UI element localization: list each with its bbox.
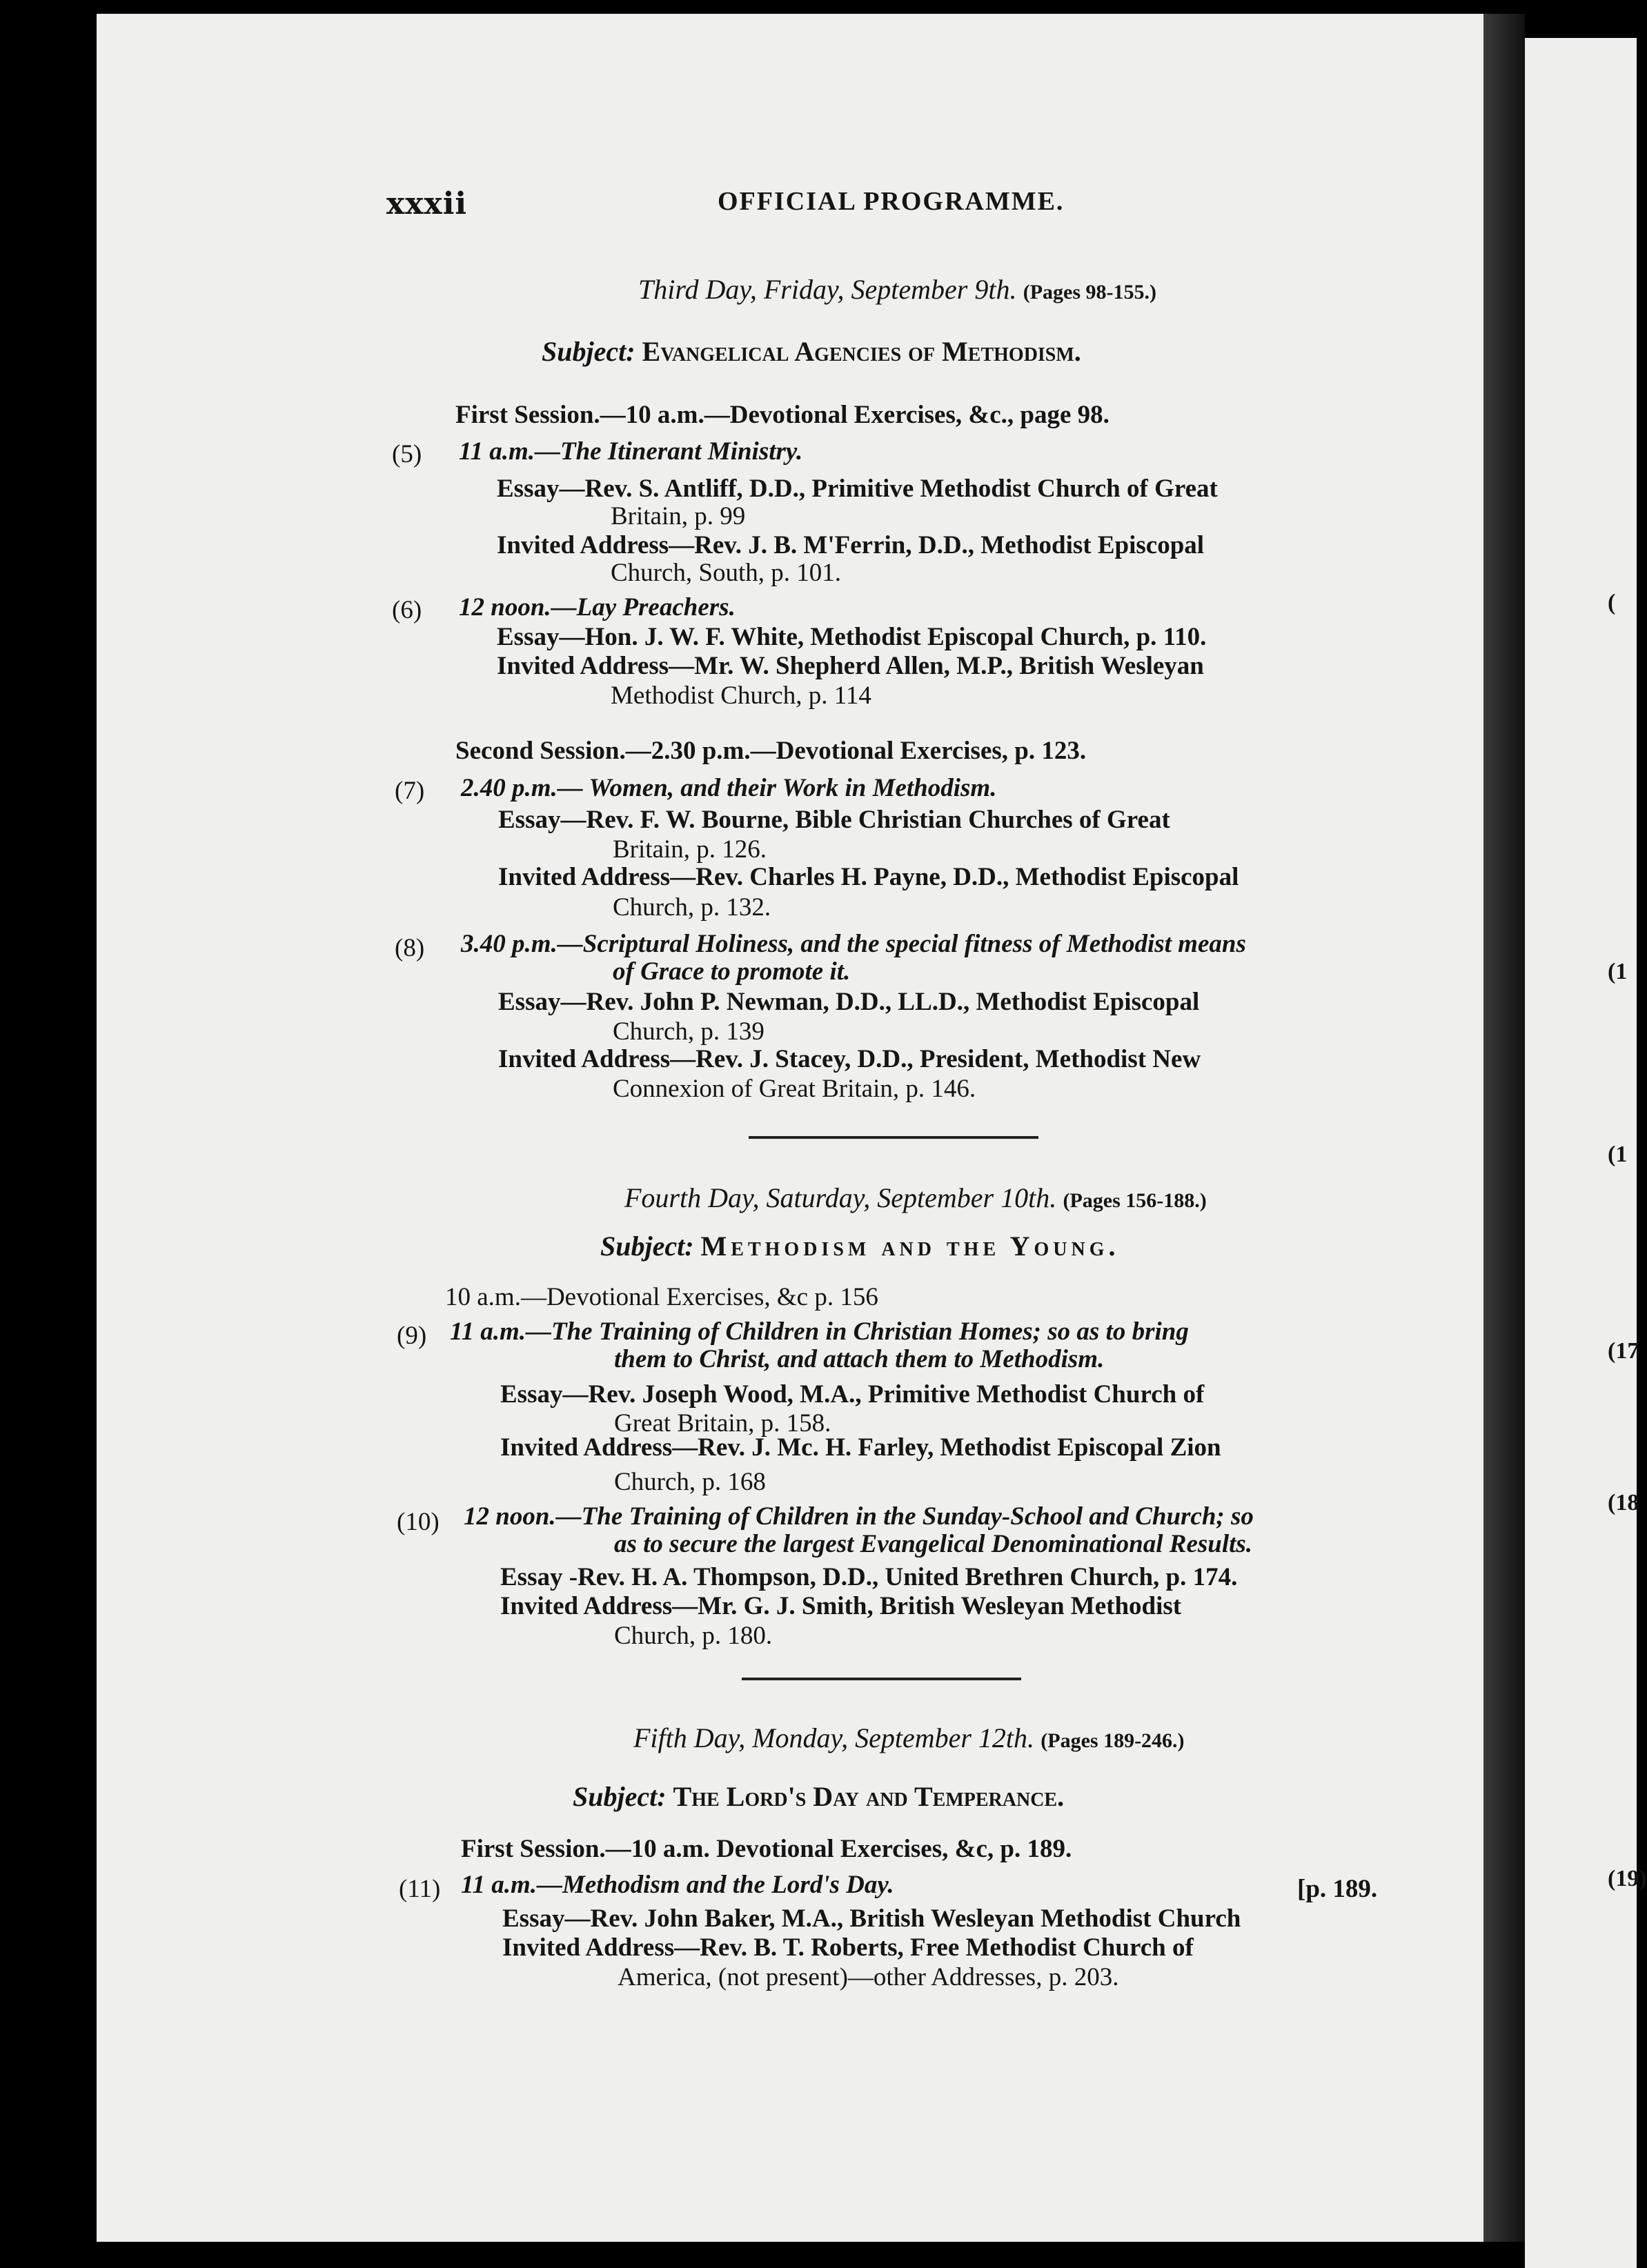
essay-line: Britain, p. 126.	[613, 835, 767, 864]
facing-fragment: (1	[1608, 959, 1628, 984]
item-title: 11 a.m.—Methodism and the Lord's Day.	[461, 1871, 894, 1899]
item-number: (6)	[392, 596, 422, 624]
address-line: Methodist Church, p. 114	[611, 682, 871, 710]
item-title: 2.40 p.m.— Women, and their Work in Methodism.	[461, 774, 997, 802]
address-line: Invited Address—Rev. J. B. M'Ferrin, D.D., Methodist Episcopal	[497, 531, 1205, 559]
address-line: Church, p. 168	[614, 1468, 766, 1496]
item-title: them to Christ, and attach them to Methodism.	[614, 1345, 1105, 1373]
facing-fragment: (	[1608, 590, 1616, 615]
address-line: Invited Address—Rev. Charles H. Payne, D.D., Methodist Episcopal	[498, 863, 1239, 891]
day-heading: Fifth Day, Monday, September 12th. (Pages 189-246.)	[633, 1722, 1185, 1753]
facing-fragment: (17	[1608, 1338, 1639, 1364]
item-title: of Grace to promote it.	[613, 957, 851, 986]
subject-line: Subject: Methodism and the Young.	[600, 1231, 1120, 1262]
facing-fragment: (19)	[1608, 1866, 1647, 1891]
address-line: Invited Address—Rev. J. Stacey, D.D., President, Methodist New	[498, 1045, 1201, 1073]
item-number: (11)	[399, 1875, 441, 1903]
essay-line: Essay—Rev. John Baker, M.A., British Wesleyan Methodist Church	[502, 1904, 1241, 1933]
essay-line: Essay—Rev. S. Antliff, D.D., Primitive Methodist Church of Great	[497, 475, 1218, 503]
item-title: 11 a.m.—The Itinerant Ministry.	[459, 437, 803, 466]
address-line: Invited Address—Rev. J. Mc. H. Farley, Methodist Episcopal Zion	[500, 1433, 1221, 1462]
essay-line: Great Britain, p. 158.	[614, 1409, 831, 1438]
item-title: 12 noon.—Lay Preachers.	[459, 593, 736, 621]
address-line: America, (not present)—other Addresses, p. 203.	[618, 1963, 1119, 1991]
address-line: Connexion of Great Britain, p. 146.	[613, 1075, 976, 1103]
essay-line: Essay—Rev. Joseph Wood, M.A., Primitive Methodist Church of	[500, 1380, 1205, 1409]
address-line: Invited Address—Mr. W. Shepherd Allen, M.P., British Wesleyan	[497, 652, 1204, 680]
facing-fragment: (18	[1608, 1490, 1639, 1515]
address-line: Church, p. 132.	[613, 893, 771, 922]
section-rule	[749, 1136, 1038, 1139]
address-line: Invited Address—Rev. B. T. Roberts, Free Methodist Church of	[502, 1933, 1194, 1962]
address-line: Church, South, p. 101.	[611, 559, 842, 587]
essay-line: Church, p. 139	[613, 1017, 765, 1046]
session-line: First Session.—10 a.m.—Devotional Exercises, &c., page 98.	[455, 401, 1109, 429]
session-line: First Session.—10 a.m. Devotional Exercises, &c, p. 189.	[461, 1835, 1072, 1863]
item-number: (10)	[397, 1508, 440, 1536]
item-title: 12 noon.—The Training of Children in the Sunday-School and Church; so	[464, 1502, 1254, 1531]
item-title: 3.40 p.m.—Scriptural Holiness, and the special fitness of Methodist means	[461, 930, 1246, 958]
item-number: (5)	[392, 440, 422, 468]
facing-page	[1525, 38, 1647, 2268]
essay-line: Essay—Rev. John P. Newman, D.D., LL.D., Methodist Episcopal	[498, 988, 1200, 1016]
page-number: xxxii	[386, 186, 468, 221]
running-title: OFFICIAL PROGRAMME.	[718, 187, 1065, 216]
day-heading: Fourth Day, Saturday, September 10th. (Pages 156-188.)	[624, 1182, 1207, 1213]
day-heading: Third Day, Friday, September 9th. (Pages 98-155.)	[638, 274, 1157, 305]
session-line: Second Session.—2.30 p.m.—Devotional Exercises, p. 123.	[455, 737, 1087, 765]
address-line: Invited Address—Mr. G. J. Smith, British Wesleyan Methodist	[500, 1592, 1182, 1620]
essay-line: Essay—Rev. F. W. Bourne, Bible Christian Churches of Great	[498, 806, 1170, 834]
section-rule	[742, 1678, 1021, 1680]
book-spine	[1483, 14, 1525, 2242]
address-line: Church, p. 180.	[614, 1622, 773, 1650]
item-title: as to secure the largest Evangelical Denominational Results.	[614, 1530, 1253, 1558]
essay-line: Essay -Rev. H. A. Thompson, D.D., United Brethren Church, p. 174.	[500, 1563, 1238, 1591]
item-title: 11 a.m.—The Training of Children in Christian Homes; so as to bring	[450, 1317, 1189, 1346]
subject-line: Subject: Evangelical Agencies of Methodism.	[542, 336, 1081, 367]
subject-line: Subject: The Lord's Day and Temperance.	[573, 1781, 1065, 1812]
facing-fragment: (1	[1608, 1142, 1628, 1167]
item-number: (8)	[395, 934, 425, 962]
item-number: (9)	[397, 1322, 427, 1350]
essay-line: Essay—Hon. J. W. F. White, Methodist Episcopal Church, p. 110.	[497, 623, 1207, 651]
essay-line: Britain, p. 99	[611, 502, 746, 530]
item-number: (7)	[395, 777, 425, 805]
session-line: 10 a.m.—Devotional Exercises, &c p. 156	[445, 1283, 878, 1311]
page-reference: [p. 189.	[1297, 1875, 1378, 1903]
